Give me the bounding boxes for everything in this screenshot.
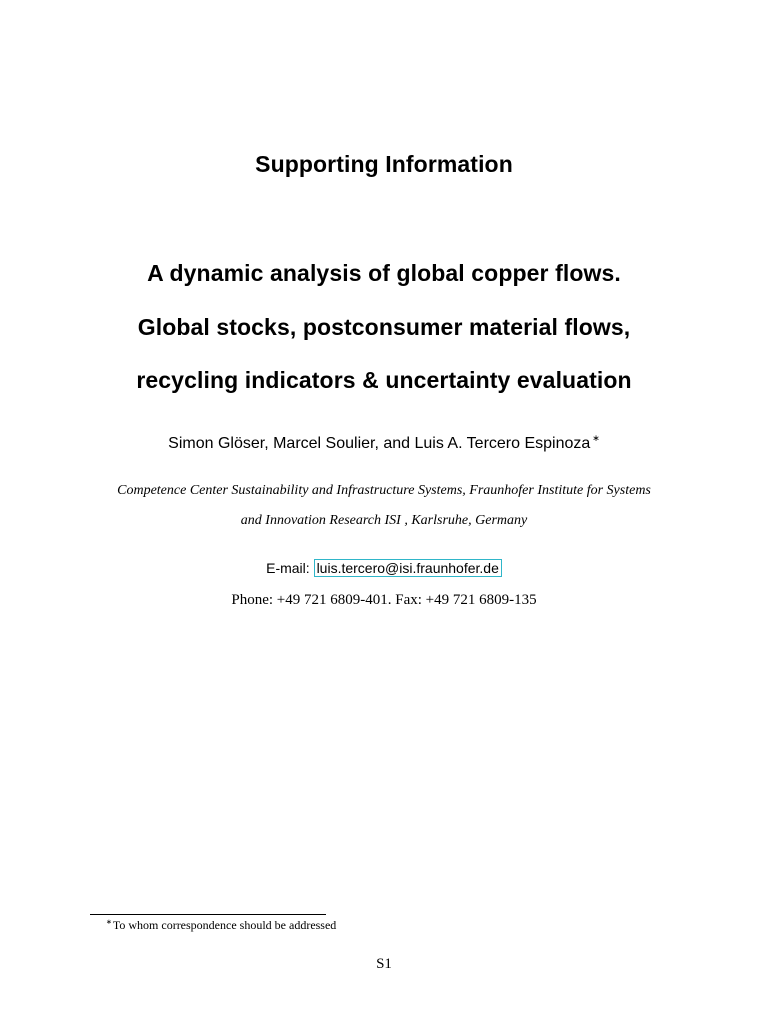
paper-title-line-1: A dynamic analysis of global copper flows. — [147, 260, 621, 286]
footnote-text: To whom correspondence should be addressed — [112, 918, 337, 932]
footnote — [106, 918, 336, 933]
supporting-information-heading: Supporting Information — [255, 151, 513, 177]
email-line — [0, 560, 768, 576]
email-link[interactable]: luis.tercero@isi.fraunhofer.de — [314, 559, 502, 577]
affiliation-line-2: and Innovation Research ISI , Karlsruhe, Germany — [240, 513, 528, 528]
footnote-mark: ∗ — [106, 918, 112, 926]
author-list — [0, 433, 768, 453]
phone-fax-line: Phone: +49 721 6809-401. Fax: +49 721 6809-135 — [231, 592, 537, 608]
affiliation-line-1: Competence Center Sustainability and Infrastructure Systems, Fraunhofer Institute for Systems — [117, 483, 651, 498]
paper-title-line-2: Global stocks, postconsumer material flows, — [137, 314, 631, 340]
email-label: E-mail: — [266, 560, 310, 576]
paper-title-line-3: recycling indicators & uncertainty evaluation — [136, 367, 632, 393]
author-names: Simon Glöser, Marcel Soulier, and Luis A. Tercero Espinoza — [168, 435, 591, 452]
corresponding-author-mark: ∗ — [592, 433, 600, 443]
page-number: S1 — [376, 956, 392, 972]
footnote-divider — [90, 914, 326, 915]
